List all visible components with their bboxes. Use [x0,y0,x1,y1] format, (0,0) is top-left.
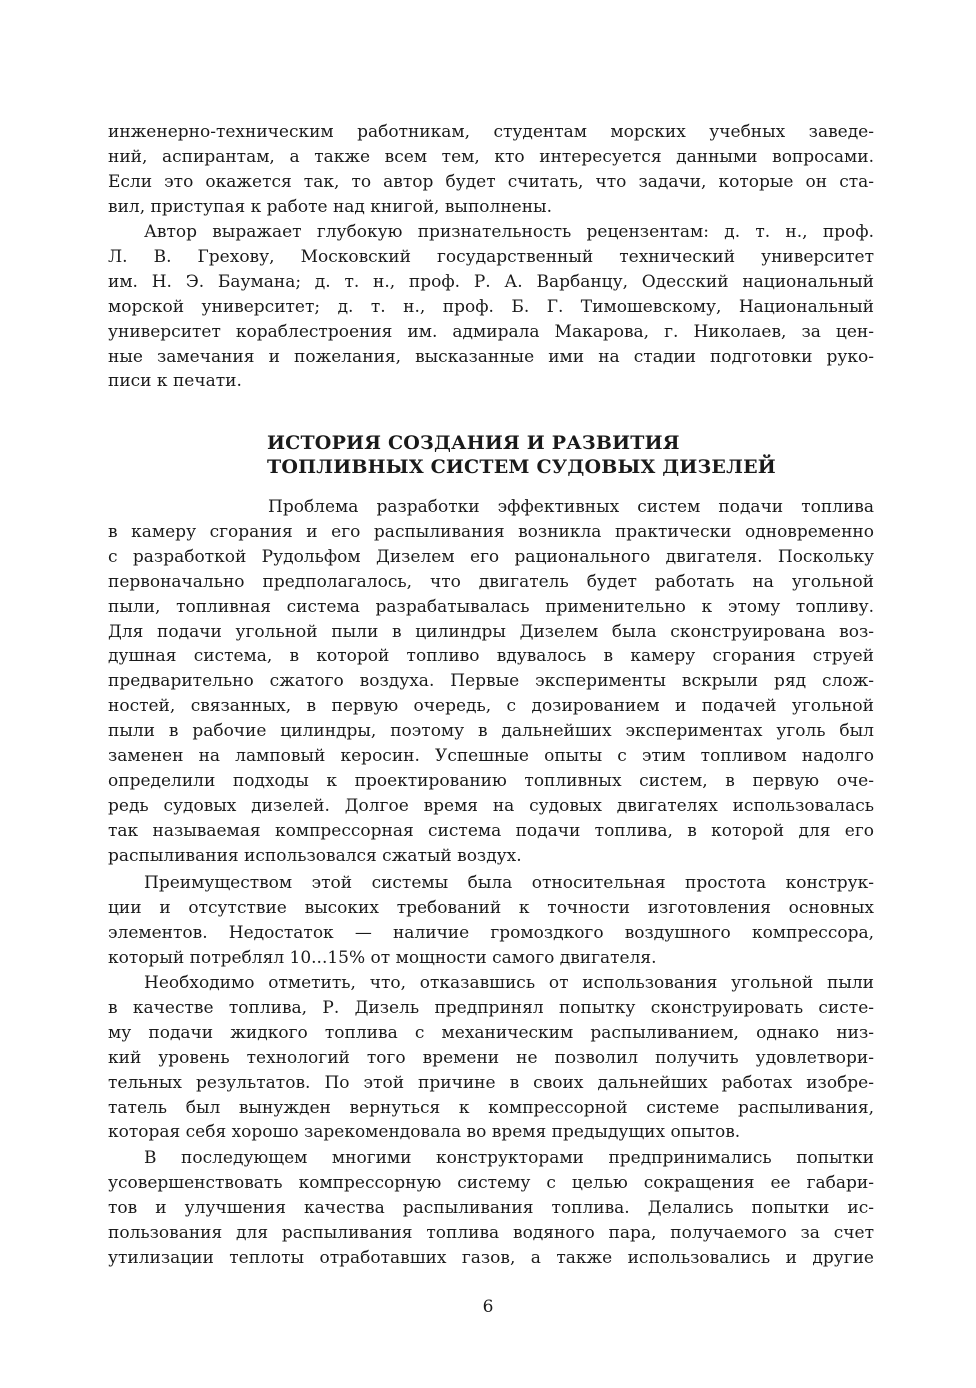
text-line: Проблема разработки эффективных систем подачи топлива [268,497,874,517]
section-heading-line-1: ИСТОРИЯ СОЗДАНИЯ И РАЗВИТИЯ [267,432,680,454]
text-line: предварительно сжатого воздуха. Первые эксперименты вскрыли ряд слож- [108,671,874,692]
text-line: Для подачи угольной пыли в цилиндры Дизелем была сконструирована воз- [108,621,874,642]
text-line: редь судовых дизелей. Долгое время на судовых двигателях использовалась [108,795,874,816]
text-line: университет кораблестроения им. адмирала Макарова, г. Николаев, за цен- [108,321,874,342]
text-line: ции и отсутствие высоких требований к точности изготовления основных [108,897,874,918]
text-line: усовершенствовать компрессорную систему с целью сокращения ее габари- [108,1172,874,1193]
text-line: в камеру сгорания и его распыливания возникла практически одновременно [108,521,874,542]
text-line: Л. В. Грехову, Московский государственный технический университет [108,246,874,267]
text-line: пыли в рабочие цилиндры, поэтому в дальнейших экспериментах уголь был [108,721,874,742]
paragraph-later-attempts [108,1146,874,1271]
text-line: тельных результатов. По этой причине в своих дальнейших работах изобре- [108,1072,874,1093]
text-line: в качестве топлива, Р. Дизель предпринял попытку сконструировать систе- [108,997,874,1018]
text-line: Необходимо отметить, что, отказавшись от использования угольной пыли [144,973,874,993]
text-line: пользования для распыливания топлива водяного пара, получаемого за счет [108,1222,874,1243]
text-line: вил, приступая к работе над книгой, выполнены. [108,196,552,217]
text-line: тов и улучшения качества распыливания топлива. Делались попытки ис- [108,1197,874,1218]
text-line: ные замечания и пожелания, высказанные ими на стадии подготовки руко- [108,346,874,367]
text-line: им. Н. Э. Баумана; д. т. н., проф. Р. А. Варбанцу, Одесский национальный [108,271,874,292]
page-number: 6 [482,1297,494,1317]
text-line: Если это окажется так, то автор будет считать, что задачи, которые он ста- [108,171,874,192]
text-line: заменен на ламповый керосин. Успешные опыты с этим топливом надолго [108,746,874,767]
text-line: Автор выражает глубокую признательность рецензентам: д. т. н., проф. [144,222,874,242]
text-line: инженерно-техническим работникам, студентам морских учебных заведе- [108,122,874,142]
text-line: татель был вынужден вернуться к компрессорной системе распыливания, [108,1097,874,1118]
text-line: первоначально предполагалось, что двигатель будет работать на угольной [108,571,874,592]
text-line: В последующем многими конструкторами предпринимались попытки [144,1148,874,1168]
text-line: определили подходы к проектированию топливных систем, в первую оче- [108,770,874,791]
text-line: которая себя хорошо зарекомендовала во время предыдущих опытов. [108,1122,741,1143]
paragraph-history-intro [108,495,874,869]
text-line: утилизации теплоты отработавших газов, а также использовались и другие [108,1247,874,1268]
text-line: Преимуществом этой системы была относительная простота конструк- [144,873,874,893]
text-line: который потреблял 10...15% от мощности самого двигателя. [108,947,657,968]
text-line: душная система, в которой топливо вдувалось в камеру сгорания струей [108,646,874,667]
text-line: элементов. Недостаток — наличие громоздкого воздушного компрессора, [108,922,874,943]
section-heading [267,431,827,479]
paragraph-intro-continuation [108,120,874,220]
text-line: распыливания использовался сжатый воздух. [108,845,522,866]
section-heading-line-2: ТОПЛИВНЫХ СИСТЕМ СУДОВЫХ ДИЗЕЛЕЙ [267,456,776,478]
text-line: кий уровень технологий того времени не позволил получить удовлетвори- [108,1047,874,1068]
text-line: пыли, топливная система разрабатывалась применительно к этому топливу. [108,596,874,617]
text-line: ний, аспирантам, а также всем тем, кто интересуется данными вопросами. [108,146,874,167]
text-line: писи к печати. [108,371,242,392]
text-line: му подачи жидкого топлива с механическим распыливанием, однако низ- [108,1022,874,1043]
text-line: морской университет; д. т. н., проф. Б. Г. Тимошевскому, Национальный [108,296,874,317]
paragraph-diesel-attempt [108,971,874,1145]
paragraph-acknowledgements [108,220,874,394]
paragraph-advantages [108,871,874,971]
text-line: ностей, связанных, в первую очередь, с дозированием и подачей угольной [108,696,874,717]
text-line: так называемая компрессорная система подачи топлива, в которой для его [108,820,874,841]
text-line: с разработкой Рудольфом Дизелем его рационального двигателя. Поскольку [108,546,874,567]
